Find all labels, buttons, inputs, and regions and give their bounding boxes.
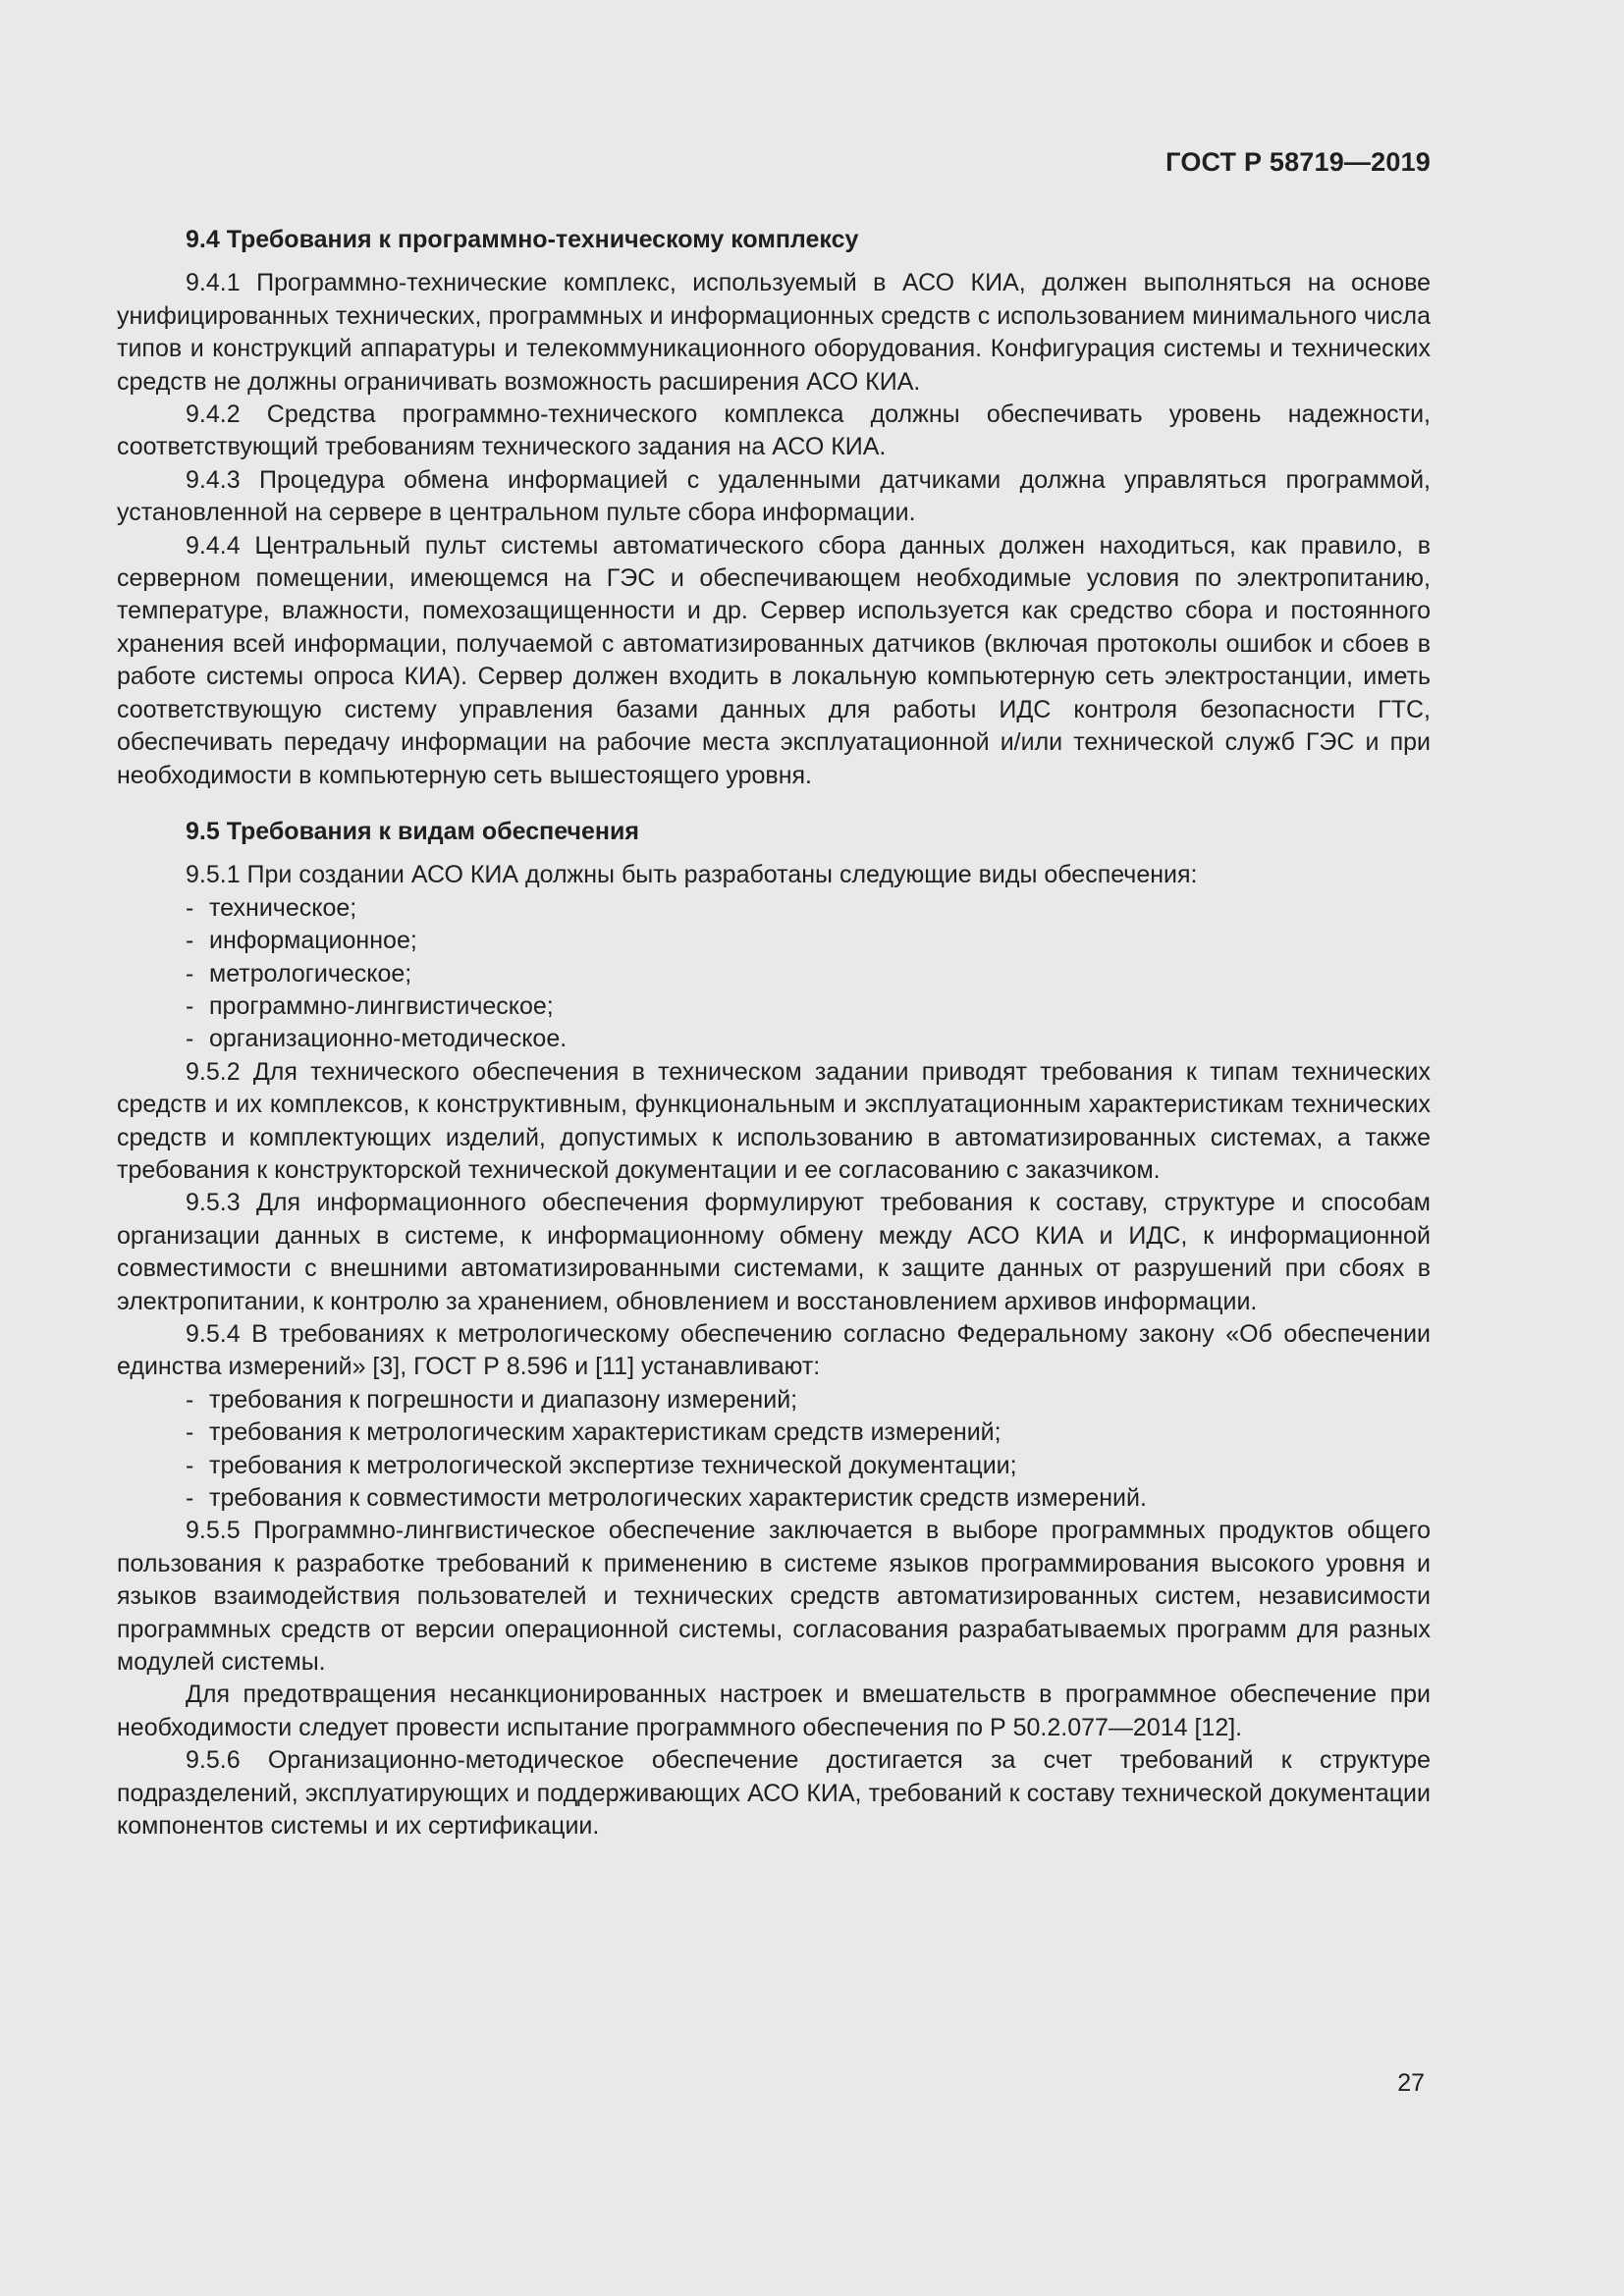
list-item: - техническое; — [186, 892, 1431, 925]
paragraph-9-5-4: 9.5.4 В требованиях к метрологическому обеспечению согласно Федеральному закону «Об обеспечении единства измерений» [3], ГОСТ Р 8.596 и [11] устанавливают: — [117, 1320, 1431, 1381]
list-item: - программно-лингвистическое; — [186, 990, 1431, 1023]
paragraph-9-5-5: 9.5.5 Программно-лингвистическое обеспечение заключается в выборе программных продуктов общего пользования к разработке требований к применению в системе языков программирования высокого уровня и языков взаимодействия пользователей и технических средств автоматизированных систем, независимости программных средств от версии операционной системы, согласования разрабатываемых программ для разных модулей системы. — [117, 1517, 1431, 1677]
paragraph-9-4-1: 9.4.1 Программно-технические комплекс, используемый в АСО КИА, должен выполняться на основе унифицированных технических, программных и информационных средств с использованием минимального числа типов и конструкций аппаратуры и телекоммуникационного оборудования. Конфигурация системы и технических средств не должны ограничивать возможность расширения АСО КИА. — [117, 269, 1431, 396]
list-item: - метрологическое; — [186, 958, 1431, 990]
paragraph-9-5-5-continued: Для предотвращения несанкционированных настроек и вмешательств в программное обеспечение при необходимости следует провести испытание программного обеспечения по Р 50.2.077—2014 [12]. — [117, 1681, 1431, 1741]
list-item: - требования к метрологическим характеристикам средств измерений; — [186, 1416, 1431, 1449]
document-page — [117, 0, 1431, 2296]
section-heading-9-5: 9.5 Требования к видам обеспечения — [186, 817, 639, 845]
list-item: - информационное; — [186, 925, 1431, 957]
list-item: - требования к погрешности и диапазону измерений; — [186, 1384, 1431, 1416]
list-item: - организационно-методическое. — [186, 1023, 1431, 1055]
paragraph-9-5-6: 9.5.6 Организационно-методическое обеспечение достигается за счет требований к структуре подразделений, эксплуатирующих и поддерживающих АСО КИА, требований к составу технической документации компонентов системы и их сертификации. — [117, 1746, 1431, 1841]
paragraph-9-4-2: 9.4.2 Средства программно-технического комплекса должны обеспечивать уровень надежности, соответствующий требованиям технического задания на АСО КИА. — [117, 400, 1431, 461]
support-types-list — [117, 892, 1431, 1056]
paragraph-9-4-4: 9.4.4 Центральный пульт системы автоматического сбора данных должен находиться, как правило, в серверном помещении, имеющемся на ГЭС и обеспечивающем необходимые условия по электропитанию, температуре, влажности, помехозащищенности и др. Сервер используется как средство сбора и постоянного хранения всей информации, получаемой с автоматизированных датчиков (включая протоколы ошибок и сбоев в работе системы опроса КИА). Сервер должен входить в локальную компьютерную сеть электростанции, иметь соответствующую систему управления базами данных для работы ИДС контроля безопасности ГТС, обеспечивать передачу информации на рабочие места эксплуатационной и/или технической служб ГЭС и при необходимости в компьютерную сеть вышестоящего уровня. — [117, 531, 1431, 789]
page-number: 27 — [1397, 2069, 1425, 2097]
list-item: - требования к совместимости метрологических характеристик средств измерений. — [186, 1482, 1431, 1515]
paragraph-9-4-3: 9.4.3 Процедура обмена информацией с удаленными датчиками должна управляться программой, установленной на сервере в центральном пульте сбора информации. — [117, 465, 1431, 527]
paragraph-9-5-2: 9.5.2 Для технического обеспечения в техническом задании приводят требования к типам технических средств и их комплексов, к конструктивным, функциональным и эксплуатационным характеристикам технических средств и комплектующих изделий, допустимых к использованию в автоматизированных системах, а также требования к конструкторской технической документации и ее согласованию с заказчиком. — [117, 1057, 1431, 1184]
document-body — [117, 224, 1431, 1843]
list-item: - требования к метрологической экспертизе технической документации; — [186, 1450, 1431, 1482]
metrology-requirements-list — [117, 1384, 1431, 1516]
section-heading-9-4: 9.4 Требования к программно-техническому комплексу — [186, 226, 859, 253]
paragraph-9-5-1: 9.5.1 При создании АСО КИА должны быть разработаны следующие виды обеспечения: — [186, 861, 1198, 889]
document-header: ГОСТ Р 58719—2019 — [1165, 147, 1431, 177]
paragraph-9-5-3: 9.5.3 Для информационного обеспечения формулируют требования к составу, структуре и способам организации данных в системе, к информационному обмену между АСО КИА и ИДС, к информационной совместимости с внешними автоматизированными системами, к защите данных от разрушений при сбоях в электропитании, к контролю за хранением, обновлением и восстановлением архивов информации. — [117, 1189, 1431, 1315]
